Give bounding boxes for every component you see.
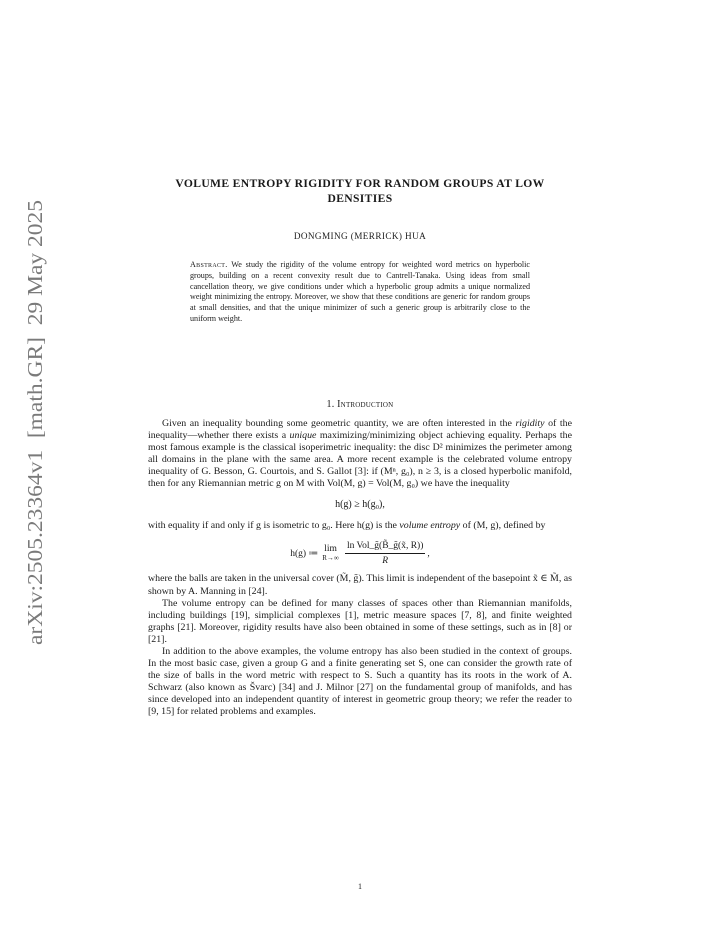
paragraph-1 (148, 418, 572, 490)
abstract-block (190, 260, 530, 325)
p2-emph-volume-entropy: volume entropy (399, 520, 461, 532)
paragraph-3: where the balls are taken in the universal cover (M̃, g̃). This limit is independent of the basepoint x̃ ∈ M̃, as shown by A. Manning in [24]. (148, 573, 572, 597)
arxiv-stamp-svg (20, 200, 50, 650)
arxiv-identifier-stamp (20, 200, 50, 650)
arxiv-identifier-text: arXiv:2505.23364v1 [math.GR] 29 May 2025 (23, 237, 47, 645)
section-heading (148, 399, 572, 410)
p1-emph-unique: unique (289, 430, 317, 442)
eq2-numerator: ln Vol_g̃(B̃_g̃(x̃, R)) (345, 540, 425, 554)
abstract-label: Abstract. (190, 260, 228, 269)
p1-text-a: Given an inequality bounding some geometric quantity, we are often interested in the (162, 418, 512, 429)
equation-volume-entropy (148, 540, 572, 567)
p2-text-a: with equality if and only if g is isometric to g₀. Here h(g) is the (148, 520, 397, 532)
abstract-text: We study the rigidity of the volume entropy for weighted word metrics on hyperbolic groups, building on a recent convexity result due to Cantrell-Tanaka. Using ideas from small cancellation theory, we give conditions under which a hyperbolic group admits a unique normalized weight minimizing the entropy. Moreover, we show that these conditions are generic for random groups at small densities, and that the unique minimizer of such a generic group is arbitrarily close to the uniform weight. (190, 260, 530, 323)
paper-title: VOLUME ENTROPY RIGIDITY FOR RANDOM GROUPS AT LOW DENSITIES (175, 177, 545, 205)
section-title-text: Introduction (337, 399, 394, 410)
p1-emph-rigidity: rigidity (515, 418, 545, 429)
paragraph-5: In addition to the above examples, the volume entropy has also been studied in the context of groups. In the most basic case, given a group G and a finite generating set S, one can consider the growth rate of the size of balls in the word metric with respect to S. Such a quantity has its roots in the work of A. Schwarz (also known as Švarc) [34] and J. Milnor [27] on the fundamental group of manifolds, and has since developed into an independent quantity of interest in geometric group theory; we refer the reader to [9, 15] for related problems and examples. (148, 645, 572, 717)
eq2-fraction (345, 540, 425, 567)
eq2-denominator: R (382, 556, 389, 567)
body-text (148, 418, 572, 718)
section-number: 1. (326, 399, 335, 410)
eq2-lim-word: lim (324, 543, 337, 554)
p1-text-c: maximizing/minimizing object achieving equality. Perhaps the most famous example is the classical isoperimetric inequality: the disc D² minimizes the perimeter among all domains in the plane with the same area. A more recent example is the celebrated volume entropy inequality of G. Besson, G. Courtois, and S. Gallot [3]: if (Mⁿ, g₀), n ≥ 3, is a closed hyperbolic manifold, then for any Riemannian metric g on M with Vol(M, g) = Vol(M, g₀) we have the inequality (148, 430, 572, 490)
paragraph-4: The volume entropy can be defined for many classes of spaces other than Riemannian manifolds, including buildings [19], simplicial complexes [1], metric measure spaces [7, 8], and finite weighted graphs [21]. Moreover, rigidity results have also been obtained in some of these settings, such as in [8] or [21]. (148, 597, 572, 645)
p2-text-b: of (M, g), defined by (462, 520, 546, 532)
eq2-lim-subscript: R→∞ (322, 553, 339, 562)
page-number: 1 (358, 882, 362, 891)
eq2-comma: , (427, 548, 430, 559)
p1-text-b: of the inequality—whether there exists a (148, 418, 572, 442)
author-name: DONGMING (MERRICK) HUA (293, 231, 427, 241)
eq2-lhs: h(g) ≔ (290, 548, 319, 559)
paragraph-2 (148, 520, 572, 532)
equation-inequality: h(g) ≥ h(g₀), (335, 499, 385, 511)
eq2-limit (322, 545, 339, 563)
